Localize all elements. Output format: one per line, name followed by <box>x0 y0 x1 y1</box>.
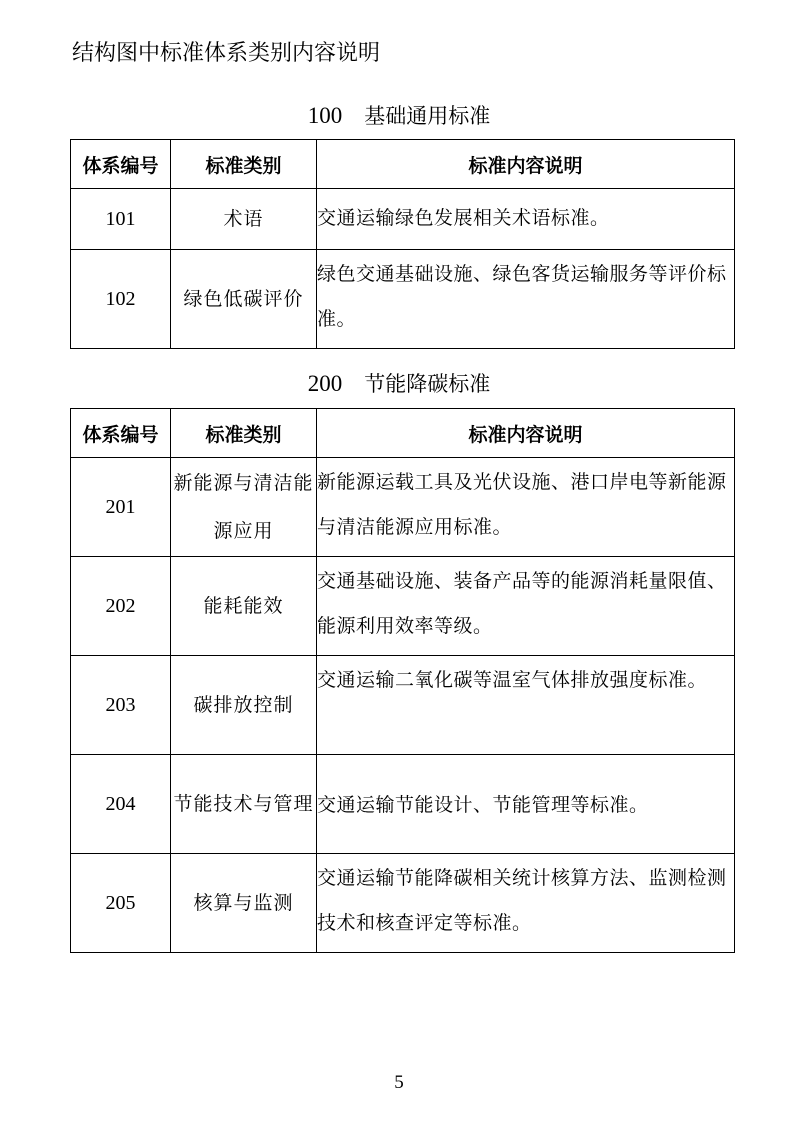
row-code: 203 <box>71 656 171 755</box>
row-code: 201 <box>71 458 171 557</box>
section-code: 100 <box>307 103 343 128</box>
row-description: 交通运输二氧化碳等温室气体排放强度标准。 <box>317 656 735 755</box>
row-category: 绿色低碳评价 <box>171 250 317 349</box>
table-row <box>71 458 735 557</box>
row-description: 交通运输绿色发展相关术语标准。 <box>317 189 735 250</box>
row-description: 交通基础设施、装备产品等的能源消耗量限值、能源利用效率等级。 <box>317 557 735 656</box>
table-row <box>71 250 735 349</box>
standards-table-200 <box>70 408 735 953</box>
row-category: 节能技术与管理 <box>171 755 317 854</box>
document-title: 结构图中标准体系类别内容说明 <box>72 41 381 66</box>
header-code: 体系编号 <box>71 140 171 189</box>
row-description: 新能源运载工具及光伏设施、港口岸电等新能源与清洁能源应用标准。 <box>317 458 735 557</box>
table-header-row <box>71 140 735 189</box>
table-row <box>71 755 735 854</box>
row-category: 新能源与清洁能源应用 <box>171 458 317 557</box>
row-code: 102 <box>71 250 171 349</box>
header-description: 标准内容说明 <box>317 140 735 189</box>
row-description: 交通运输节能降碳相关统计核算方法、监测检测技术和核查评定等标准。 <box>317 854 735 953</box>
table-row <box>71 557 735 656</box>
header-description: 标准内容说明 <box>317 409 735 458</box>
row-description: 交通运输节能设计、节能管理等标准。 <box>317 755 735 854</box>
page-number: 5 <box>394 1072 404 1093</box>
section-name: 节能降碳标准 <box>364 372 491 396</box>
row-category: 术语 <box>171 189 317 250</box>
section-title-200 <box>0 370 798 398</box>
row-category: 核算与监测 <box>171 854 317 953</box>
row-code: 205 <box>71 854 171 953</box>
table-row <box>71 656 735 755</box>
standards-table-100 <box>70 139 735 349</box>
header-category: 标准类别 <box>171 140 317 189</box>
section-code: 200 <box>307 371 343 396</box>
row-category: 碳排放控制 <box>171 656 317 755</box>
section-name: 基础通用标准 <box>364 104 491 128</box>
row-category: 能耗能效 <box>171 557 317 656</box>
row-code: 204 <box>71 755 171 854</box>
row-code: 202 <box>71 557 171 656</box>
header-category: 标准类别 <box>171 409 317 458</box>
row-description: 绿色交通基础设施、绿色客货运输服务等评价标准。 <box>317 250 735 349</box>
section-title-100 <box>0 102 798 130</box>
table-row <box>71 854 735 953</box>
table-row <box>71 189 735 250</box>
header-code: 体系编号 <box>71 409 171 458</box>
table-header-row <box>71 409 735 458</box>
row-code: 101 <box>71 189 171 250</box>
